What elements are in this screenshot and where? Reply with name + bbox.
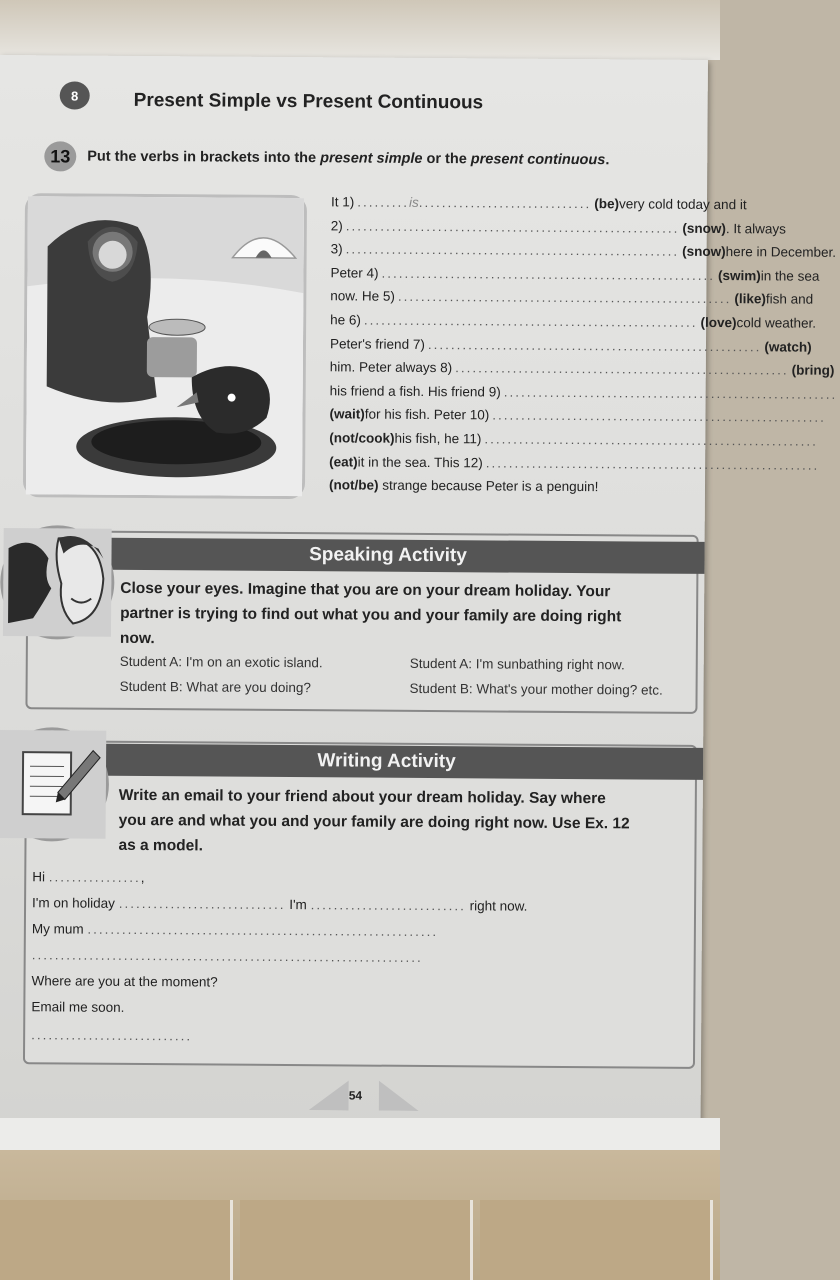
- unit-number-badge: 8: [60, 81, 90, 109]
- answer-blank[interactable]: ..........................................................: [397, 289, 732, 307]
- answer-blank[interactable]: ..........................................................: [492, 407, 826, 426]
- email-holiday-line: I'm on holiday ............................. I'm ........................... right now.: [32, 895, 528, 914]
- exercise-line-12: (eat) it in the sea. This 12) ..........................................................: [329, 450, 694, 476]
- answer-blank[interactable]: ..........................................................: [485, 454, 820, 473]
- workbook-page: [0, 55, 838, 1135]
- answer-blank[interactable]: ..........................................................: [427, 336, 762, 354]
- exercise-line-13: (not/be) strange because Peter is a penguin!: [328, 477, 599, 495]
- writing-activity-heading: Writing Activity: [70, 744, 703, 780]
- answer-blank[interactable]: .............................: [118, 895, 286, 913]
- exercise-line-6: he 6) .......................................................... (love) cold weather.: [330, 308, 695, 334]
- answer-blank[interactable]: ..........................................................: [484, 431, 818, 449]
- answer-blank[interactable]: ..........................................................: [363, 312, 698, 330]
- answer-blank[interactable]: ..........................................................: [381, 265, 716, 283]
- speaking-example-a2: Student A: I'm sunbathing right now.: [409, 655, 625, 673]
- writing-prompt: Write an email to your friend about your dream holiday. Say where you are and what you and your family are doing right now. Use Ex. 12 as a model.: [118, 786, 630, 855]
- answer-blank[interactable]: ...........................: [310, 897, 466, 914]
- exercise-line-10: (wait) for his fish. Peter 10) ..........................................................: [329, 403, 694, 429]
- unit-title: Present Simple vs Present Continuous: [133, 89, 484, 114]
- page-number-decor-right: [379, 1081, 419, 1111]
- answer-blank[interactable]: ............................: [31, 1027, 193, 1044]
- speaking-prompt: Close your eyes. Imagine that you are on your dream holiday. Your partner is trying to find out what you and your family are doing right now.: [119, 579, 622, 648]
- answer-blank[interactable]: .........is..............................: [357, 194, 592, 212]
- exercise-line-11: (not/cook) his fish, he 11) ..........................................................: [329, 426, 694, 452]
- speaking-faces-icon: [0, 525, 115, 640]
- handwritten-answer: is: [408, 194, 419, 210]
- email-closing-line: Email me soon.: [31, 999, 125, 1015]
- exercise-line-8: him. Peter always 8) .......................................................... (bring): [330, 355, 695, 381]
- speaking-activity-heading: Speaking Activity: [71, 538, 704, 574]
- email-mum-line: My mum .............................................................: [31, 921, 439, 940]
- answer-blank[interactable]: ..........................................................: [345, 241, 680, 259]
- exercise-line-5: now. He 5) .......................................................... (like) fish and: [330, 285, 695, 311]
- email-blank-line: [32, 947, 423, 965]
- answer-blank[interactable]: ................: [48, 869, 141, 886]
- exercise-line-2: 2) .......................................................... (snow) . It always: [331, 214, 696, 240]
- page-number: 54: [348, 1088, 363, 1103]
- exercise-line-9: his friend a fish. His friend 9) ..........................................................: [330, 379, 695, 405]
- speaking-example-a1: Student A: I'm on an exotic island.: [119, 653, 323, 671]
- email-where-line: Where are you at the moment?: [31, 973, 218, 990]
- exercise-line-3: 3) .......................................................... (snow) here in December.: [331, 238, 696, 264]
- answer-blank[interactable]: ..........................................................: [455, 360, 789, 378]
- email-greeting-line: Hi ................,: [32, 869, 145, 886]
- exercise-line-1: It 1) .........is.............................. (be) very cold today and it: [331, 190, 696, 216]
- answer-blank[interactable]: ....................................................................: [31, 947, 423, 965]
- exercise-line-4: Peter 4) .......................................................... (swim) in the sea: [330, 261, 695, 287]
- desk-wood: [0, 1150, 720, 1280]
- speaking-example-b1: Student B: What are you doing?: [119, 678, 312, 696]
- speaking-example-b2: Student B: What's your mother doing? etc.: [409, 680, 663, 698]
- answer-blank[interactable]: ..........................................................: [503, 384, 838, 402]
- exercise-instruction: Put the verbs in brackets into the present simple or the present continuous.: [87, 148, 610, 169]
- penguin-illustration: [23, 193, 307, 499]
- email-signature-line: [31, 1027, 192, 1043]
- exercise-number-badge: 13: [44, 141, 76, 171]
- answer-blank[interactable]: .............................................................: [87, 921, 439, 940]
- exercise-text: [328, 190, 838, 499]
- page-number-decor-left: [309, 1080, 349, 1110]
- exercise-line-7: Peter's friend 7) .......................................................... (watch): [330, 332, 695, 358]
- answer-blank[interactable]: ..........................................................: [345, 218, 680, 236]
- desk-background: [0, 0, 720, 60]
- notepad-pencil-icon: [0, 727, 109, 842]
